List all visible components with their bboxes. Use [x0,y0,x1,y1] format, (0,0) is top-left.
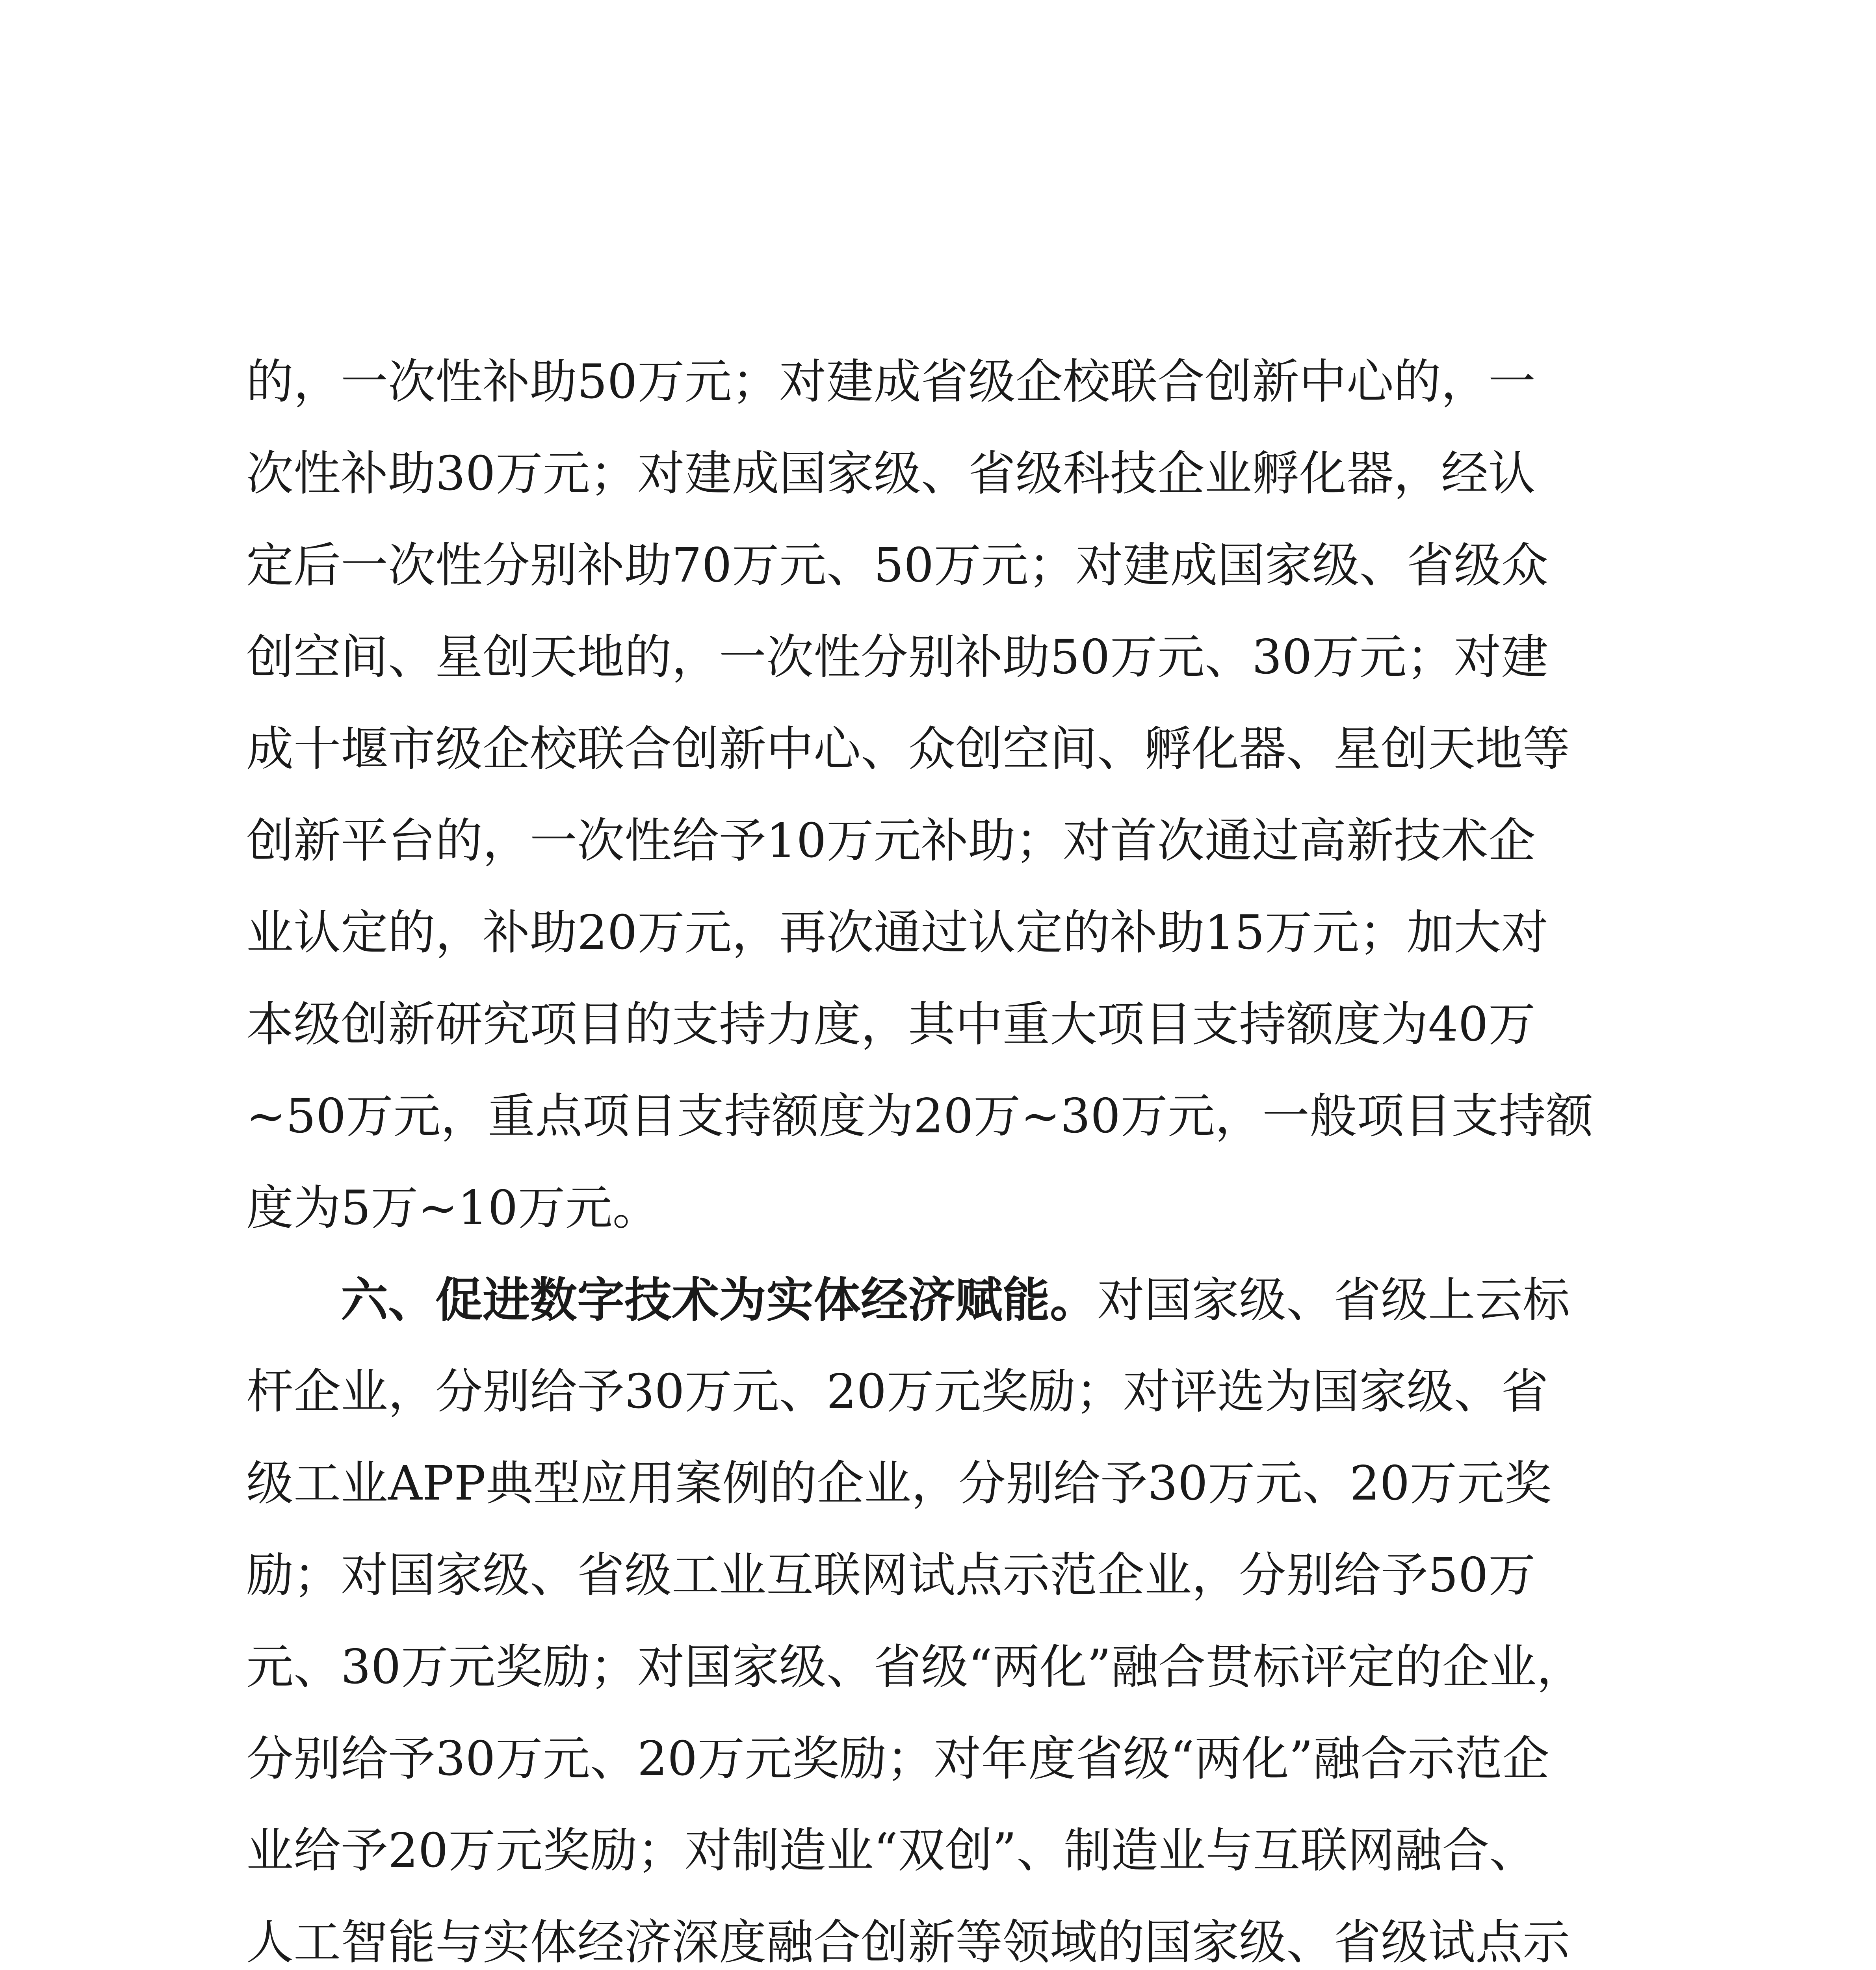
text-line: 的，一次性补助50万元；对建成省级企校联合创新中心的，一 [246,355,1536,409]
text-line: 元、30万元奖励；对国家级、省级“两化”融合贯标评定的企业， [246,1640,1584,1695]
section-6-heading: 六、促进数字技术为实体经济赋能。 [341,1272,1097,1328]
section-6-text: 对国家级、省级上云标 [1097,1273,1570,1328]
text-line: 杆企业，分别给予30万元、20万元奖励；对评选为国家级、省 [246,1364,1549,1419]
text-line: 创新平台的，一次性给予10万元补助；对首次通过高新技术企 [246,814,1536,868]
text-line: 人工智能与实体经济深度融合创新等领域的国家级、省级试点示 [246,1915,1570,1970]
text-line: 业给予20万元奖励；对制造业“双创”、制造业与互联网融合、 [246,1823,1537,1878]
text-line: 分别给予30万元、20万元奖励；对年度省级“两化”融合示范企 [246,1732,1550,1786]
text-line: 本级创新研究项目的支持力度，其中重大项目支持额度为40万 [246,997,1536,1052]
section-6-first-line [341,1261,1633,1340]
text-line: 创空间、星创天地的，一次性分别补助50万元、30万元；对建 [246,630,1549,685]
text-line: 业认定的，补助20万元，再次通过认定的补助15万元；加大对 [246,905,1549,960]
text-line: 次性补助30万元；对建成国家级、省级科技企业孵化器，经认 [246,446,1536,501]
text-line: 级工业APP典型应用案例的企业，分别给予30万元、20万元奖 [246,1456,1552,1511]
text-line: 成十堰市级企校联合创新中心、众创空间、孵化器、星创天地等 [246,722,1570,777]
text-line: 励；对国家级、省级工业互联网试点示范企业，分别给予50万 [246,1548,1536,1603]
text-line: ~50万元，重点项目支持额度为20万~30万元，一般项目支持额 [246,1089,1594,1144]
text-line: 度为5万~10万元。 [246,1181,660,1236]
text-line: 定后一次性分别补助70万元、50万元；对建成国家级、省级众 [246,538,1549,593]
